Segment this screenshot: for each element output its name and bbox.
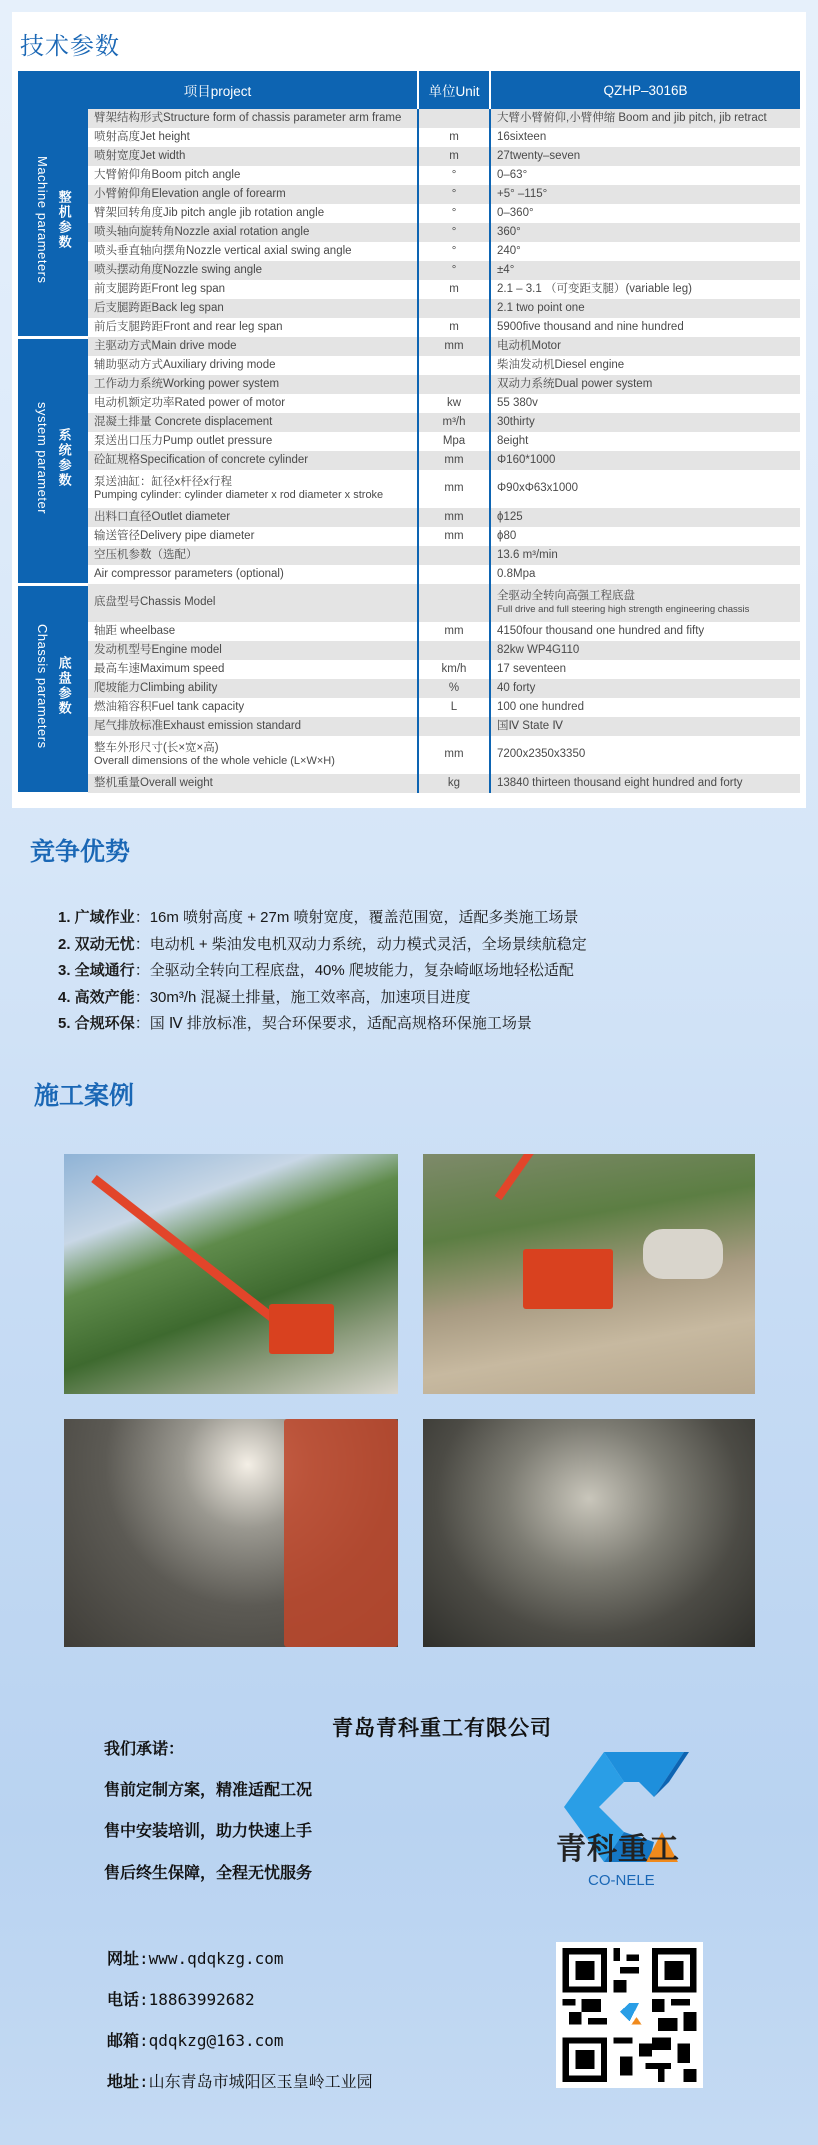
spec-value: 8eight [490, 432, 800, 451]
advantage-item: 1. 广域作业：16m 喷射高度 + 27m 喷射宽度，覆盖范围宽，适配多类施工场景 [58, 909, 579, 926]
spec-row [18, 451, 800, 470]
spec-unit [418, 299, 490, 318]
advantage-item: 2. 双动无忧：电动机 + 柴油发电机双动力系统，动力模式灵活，全场景续航稳定 [58, 935, 587, 953]
spec-row [18, 280, 800, 299]
spec-unit: ° [418, 261, 490, 280]
spec-item: 发动机型号Engine model [88, 641, 418, 660]
spec-item: 前后支腿跨距Front and rear leg span [88, 318, 418, 337]
spec-unit [418, 565, 490, 584]
spec-item: 尾气排放标准Exhaust emission standard [88, 717, 418, 736]
spec-row [18, 223, 800, 242]
spec-value: 17 seventeen [490, 660, 800, 679]
spec-item: 大臂俯仰角Boom pitch angle [88, 166, 418, 185]
advantages-list [58, 905, 587, 1038]
spec-item: 喷射高度Jet height [88, 128, 418, 147]
spec-value: 82kw WP4G110 [490, 641, 800, 660]
spec-value: 5900five thousand and nine hundred [490, 318, 800, 337]
spec-item: 砼缸规格Specification of concrete cylinder [88, 451, 418, 470]
spec-value: 0.8Mpa [490, 565, 800, 584]
spec-row [18, 679, 800, 698]
spec-unit: m [418, 318, 490, 337]
spec-value: ϕ125 [490, 508, 800, 527]
spec-row [18, 660, 800, 679]
spec-row [18, 261, 800, 280]
case-photo-tunnel-arch [423, 1419, 755, 1647]
spec-item: 整车外形尺寸(长×宽×高) Overall dimensions of the whole vehicle (L×W×H) [88, 736, 418, 774]
spec-item: 电动机额定功率Rated power of motor [88, 394, 418, 413]
case-photo-slope-spraying [423, 1154, 755, 1394]
contact-address: 地址:山东青岛市城阳区玉皇岭工业园 [107, 2072, 373, 2091]
spec-item: 喷射宽度Jet width [88, 147, 418, 166]
spec-row [18, 527, 800, 546]
spec-group-label: Chassis parameters 底盘参数 [18, 584, 88, 793]
spec-row [18, 432, 800, 451]
spec-row [18, 204, 800, 223]
company-name: 青岛青科重工有限公司 [332, 1717, 552, 1740]
spec-value: +5° –115° [490, 185, 800, 204]
spec-item: 喷头垂直轴向摆角Nozzle vertical axial swing angle [88, 242, 418, 261]
spec-card [12, 12, 806, 808]
spec-unit: kw [418, 394, 490, 413]
promise-item: 售前定制方案，精准适配工况 [104, 1782, 313, 1799]
spec-item: 主驱动方式Main drive mode [88, 337, 418, 356]
spec-row [18, 698, 800, 717]
contact-phone[interactable]: 电话:18863992682 [107, 1990, 255, 2009]
cases-title: 施工案例 [34, 1082, 135, 1110]
spec-value: ±4° [490, 261, 800, 280]
spec-row [18, 622, 800, 641]
spec-item: 出料口直径Outlet diameter [88, 508, 418, 527]
spec-table [18, 71, 800, 795]
spec-item: 爬坡能力Climbing ability [88, 679, 418, 698]
spec-value: 100 one hundred [490, 698, 800, 717]
spec-unit [418, 356, 490, 375]
spec-value: 30thirty [490, 413, 800, 432]
spec-unit: kg [418, 774, 490, 793]
spec-row [18, 717, 800, 736]
spec-item: 前支腿跨距Front leg span [88, 280, 418, 299]
contact-email[interactable]: 邮箱:qdqkzg@163.com [107, 2031, 284, 2050]
spec-row [18, 356, 800, 375]
spec-row [18, 565, 800, 584]
spec-unit [418, 375, 490, 394]
spec-row [18, 318, 800, 337]
spec-item: 底盘型号Chassis Model [88, 584, 418, 622]
logo-text-cn: 青科重工 [556, 1833, 680, 1866]
spec-unit: L [418, 698, 490, 717]
spec-unit: m [418, 280, 490, 299]
spec-row [18, 242, 800, 261]
spec-row [18, 774, 800, 793]
spec-row [18, 128, 800, 147]
spec-value: 国Ⅳ State Ⅳ [490, 717, 800, 736]
promise-item: 售后终生保障，全程无忧服务 [104, 1865, 313, 1882]
spec-unit: m [418, 147, 490, 166]
spec-item: 泵送出口压力Pump outlet pressure [88, 432, 418, 451]
spec-unit: ° [418, 223, 490, 242]
spec-unit [418, 109, 490, 128]
spec-row [18, 375, 800, 394]
spec-row [18, 185, 800, 204]
spec-unit: % [418, 679, 490, 698]
spec-value: 柴油发动机Diesel engine [490, 356, 800, 375]
advantage-item: 3. 全域通行：全驱动全转向工程底盘，40% 爬坡能力，复杂崎岖场地轻松适配 [58, 962, 574, 979]
spec-value: 13.6 m³/min [490, 546, 800, 565]
spec-unit: m [418, 128, 490, 147]
spec-row [18, 109, 800, 128]
spec-unit: km/h [418, 660, 490, 679]
spec-value: 大臂小臂俯仰,小臂伸缩 Boom and jib pitch, jib retract [490, 109, 800, 128]
spec-unit: ° [418, 242, 490, 261]
spec-value: 13840 thirteen thousand eight hundred and forty [490, 774, 800, 793]
spec-value: 240° [490, 242, 800, 261]
spec-item: 工作动力系统Working power system [88, 375, 418, 394]
spec-value: 16sixteen [490, 128, 800, 147]
spec-item: 燃油箱容积Fuel tank capacity [88, 698, 418, 717]
spec-title: 技术参数 [20, 33, 120, 60]
qr-code-icon[interactable] [556, 1942, 703, 2088]
spec-unit: mm [418, 337, 490, 356]
spec-value: 2.1 – 3.1 （可变距支腿）(variable leg) [490, 280, 800, 299]
spec-item: 后支腿跨距Back leg span [88, 299, 418, 318]
spec-item: 泵送油缸：缸径x杆径x行程 Pumping cylinder: cylinder diameter x rod diameter x stroke [88, 470, 418, 508]
spec-value: 0–63° [490, 166, 800, 185]
spec-item: 小臂俯仰角Elevation angle of forearm [88, 185, 418, 204]
advantage-item: 5. 合规环保：国 Ⅳ 排放标准，契合环保要求，适配高规格环保施工场景 [58, 1015, 532, 1032]
spec-item: 辅助驱动方式Auxiliary driving mode [88, 356, 418, 375]
spec-item: 臂架结构形式Structure form of chassis parameter arm frame [88, 109, 418, 128]
spec-value: 全驱动全转向高强工程底盘 Full drive and full steering high strength engineering chassis [490, 584, 800, 622]
spec-row [18, 546, 800, 565]
spec-row [18, 394, 800, 413]
spec-item: 臂架回转角度Jib pitch angle jib rotation angle [88, 204, 418, 223]
spec-value: ϕ80 [490, 527, 800, 546]
spec-row [18, 508, 800, 527]
spec-value: Φ160*1000 [490, 451, 800, 470]
spec-item: 混凝土排量 Concrete displacement [88, 413, 418, 432]
spec-item: 空压机参数（选配） [88, 546, 418, 565]
contact-website[interactable]: 网址:www.qdqkzg.com [107, 1949, 284, 1968]
spec-value: 7200x2350x3350 [490, 736, 800, 774]
spec-row [18, 337, 800, 356]
spec-item: 轴距 wheelbase [88, 622, 418, 641]
spec-value: 27twenty–seven [490, 147, 800, 166]
spec-unit: ° [418, 185, 490, 204]
spec-value: 4150four thousand one hundred and fifty [490, 622, 800, 641]
case-photo-mountain-road [64, 1154, 398, 1394]
spec-row [18, 641, 800, 660]
spec-value: 360° [490, 223, 800, 242]
spec-item: 输送管径Delivery pipe diameter [88, 527, 418, 546]
spec-value: 双动力系统Dual power system [490, 375, 800, 394]
spec-value: 2.1 two point one [490, 299, 800, 318]
spec-item: 喷头轴向旋转角Nozzle axial rotation angle [88, 223, 418, 242]
spec-row [18, 413, 800, 432]
spec-unit: ° [418, 204, 490, 223]
spec-value: 40 forty [490, 679, 800, 698]
spec-value: 电动机Motor [490, 337, 800, 356]
spec-row [18, 736, 800, 774]
advantage-item: 4. 高效产能：30m³/h 混凝土排量，施工效率高，加速项目进度 [58, 988, 471, 1006]
spec-value: Φ90xΦ63x1000 [490, 470, 800, 508]
spec-unit [418, 546, 490, 565]
case-photo-tunnel-closeup [64, 1419, 398, 1647]
spec-unit [418, 641, 490, 660]
spec-group-label: system parameter 系统参数 [18, 337, 88, 584]
promise-item: 售中安装培训，助力快速上手 [104, 1823, 313, 1840]
logo-text-en: CO-NELE [588, 1872, 655, 1889]
spec-unit [418, 717, 490, 736]
spec-unit: mm [418, 508, 490, 527]
spec-value: 0–360° [490, 204, 800, 223]
spec-item: 喷头摆动角度Nozzle swing angle [88, 261, 418, 280]
header-project: 项目project [18, 71, 418, 109]
spec-unit: mm [418, 736, 490, 774]
spec-item: Air compressor parameters (optional) [88, 565, 418, 584]
spec-item: 整机重量Overall weight [88, 774, 418, 793]
spec-unit: mm [418, 622, 490, 641]
spec-row [18, 166, 800, 185]
spec-unit: m³/h [418, 413, 490, 432]
header-unit: 单位Unit [418, 71, 490, 109]
promise-title: 我们承诺： [104, 1741, 185, 1758]
spec-unit: mm [418, 470, 490, 508]
spec-item: 最高车速Maximum speed [88, 660, 418, 679]
spec-group-label: Machine parameters 整机参数 [18, 109, 88, 337]
advantages-title: 竞争优势 [30, 838, 131, 866]
spec-unit: ° [418, 166, 490, 185]
spec-unit: Mpa [418, 432, 490, 451]
spec-unit [418, 584, 490, 622]
spec-row [18, 299, 800, 318]
spec-unit: mm [418, 451, 490, 470]
header-model: QZHP–3016B [490, 71, 800, 109]
spec-row [18, 584, 800, 622]
spec-row [18, 470, 800, 508]
spec-value: 55 380v [490, 394, 800, 413]
spec-row [18, 147, 800, 166]
spec-unit: mm [418, 527, 490, 546]
